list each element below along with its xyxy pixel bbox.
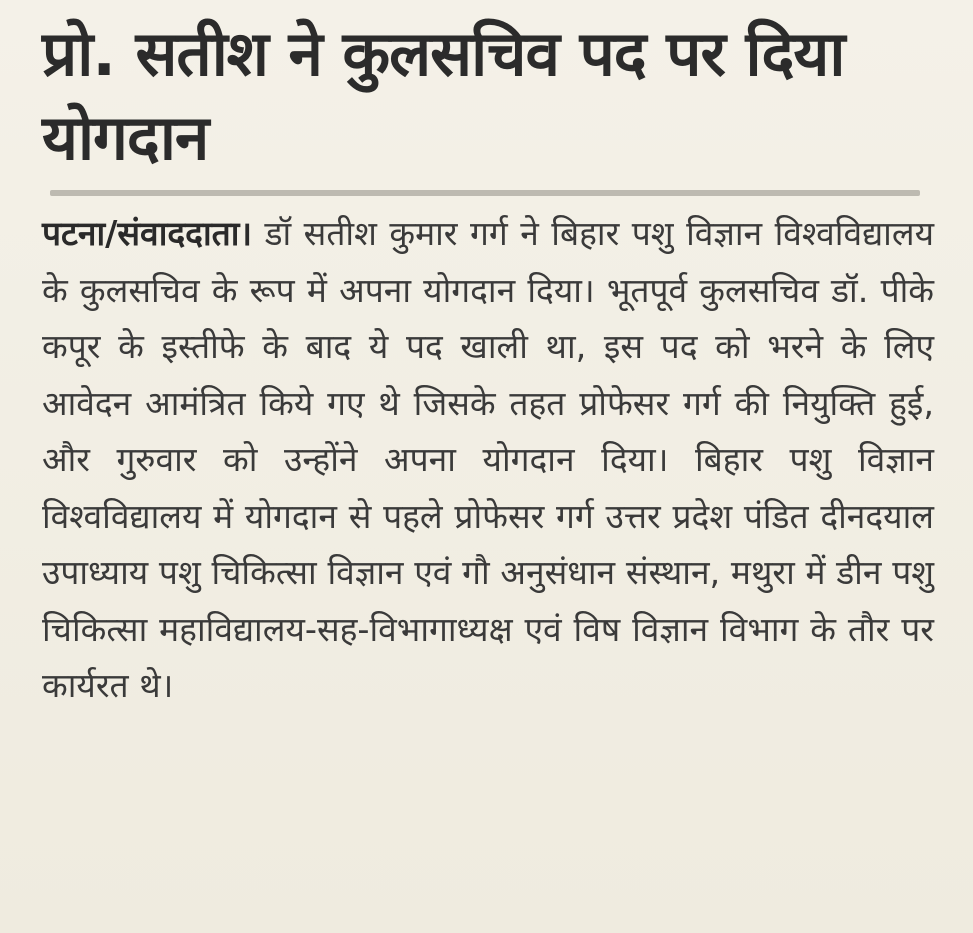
dateline: पटना/संवाददाता। bbox=[42, 214, 253, 253]
body-text: डॉ सतीश कुमार गर्ग ने बिहार पशु विज्ञान विश्वविद्यालय के कुलसचिव के रूप में अपना योगदान दिया। भूतपूर्व कुलसचिव डॉ. पीके कपूर के इस्तीफे के बाद ये पद खाली था, इस पद को भरने के लिए आवेदन आमंत्रित किये गए थे जिसके तहत प्रोफेसर गर्ग की नियुक्ति हुई, और गुरुवार को उन्होंने अपना योगदान दिया। बिहार पशु विज्ञान विश्वविद्यालय में योगदान से पहले प्रोफेसर गर्ग उत्तर प्रदेश पंडित दीनदयाल उपाध्याय पशु चिकित्सा विज्ञान एवं गौ अनुसंधान संस्थान, मथुरा में डीन पशु चिकित्सा महाविद्यालय-सह-विभागाध्यक्ष एवं विष विज्ञान विभाग के तौर पर कार्यरत थे। bbox=[42, 214, 934, 705]
headline: प्रो. सतीश ने कुलसचिव पद पर दिया योगदान bbox=[42, 17, 845, 174]
article-body bbox=[42, 206, 934, 715]
headline-divider bbox=[50, 190, 920, 196]
